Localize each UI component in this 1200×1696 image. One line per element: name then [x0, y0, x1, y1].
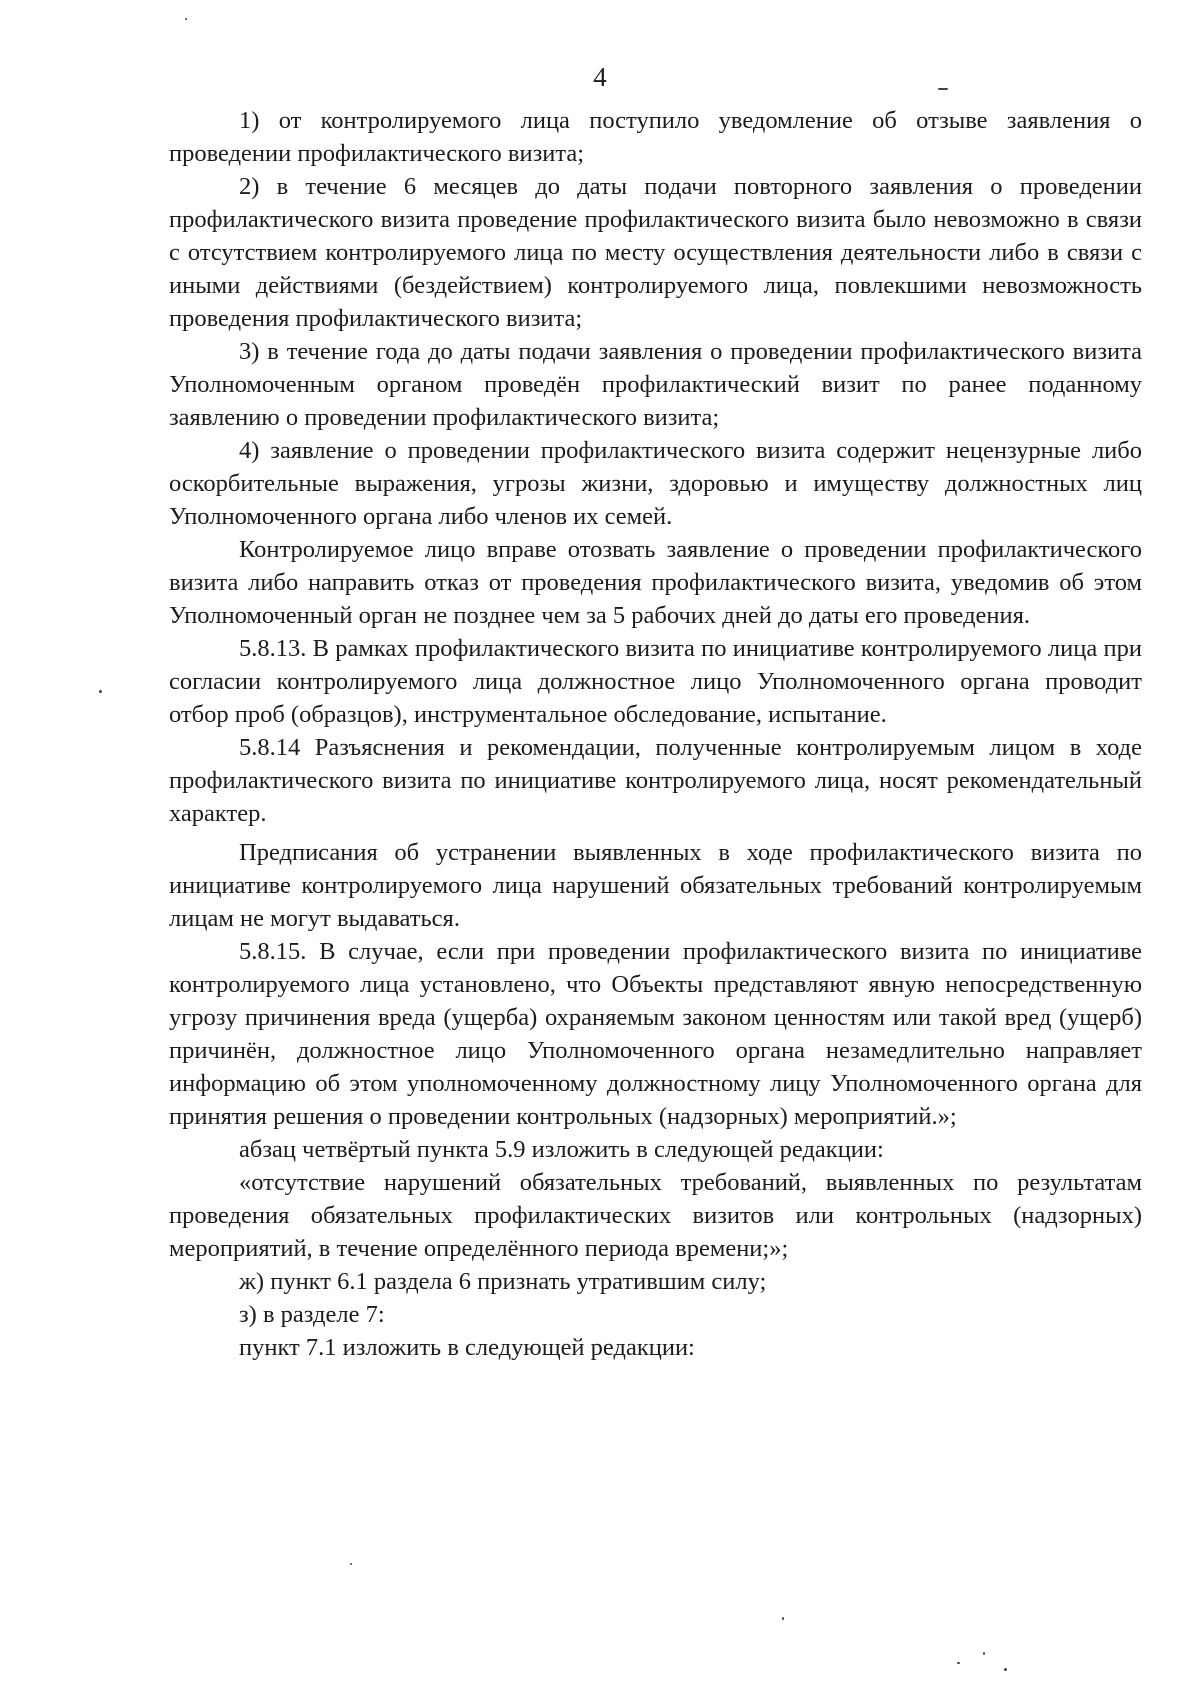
scan-speck — [99, 690, 102, 693]
paragraph-prescriptions: Предписания об устранении выявленных в ходе профилактического визита по инициативе контролируемого лица нарушений обязательных требований контролируемым лицам не могут выдаваться. — [169, 839, 1142, 932]
scan-speck — [185, 18, 187, 20]
paragraph-7-1: пункт 7.1 изложить в следующей редакции: — [239, 1334, 695, 1361]
paragraph-withdrawal: Контролируемое лицо вправе отозвать заявление о проведении профилактического визита либо направить отказ от проведения профилактического визита, уведомив об этом Уполномоченный орган не позднее чем за 5 рабочих дней до даты его проведения. — [169, 536, 1142, 629]
paragraph-item-1: 1) от контролируемого лица поступило уведомление об отзыве заявления о проведении профилактического визита; — [169, 107, 1142, 167]
paragraph-5-8-14: 5.8.14 Разъяснения и рекомендации, полученные контролируемым лицом в ходе профилактического визита по инициативе контролируемого лица, носят рекомендательный характер. — [169, 734, 1142, 827]
paragraph-item-3: 3) в течение года до даты подачи заявления о проведении профилактического визита Уполномоченным органом проведён профилактический визит по ранее поданному заявлению о проведении профилактического визита; — [169, 338, 1142, 431]
paragraph-5-9-intro: абзац четвёртый пункта 5.9 изложить в следующей редакции: — [239, 1136, 884, 1163]
paragraph-5-8-15: 5.8.15. В случае, если при проведении профилактического визита по инициативе контролируемого лица установлено, что Объекты представляют явную непосредственную угрозу причинения вреда (ущерба) охраняемым законом ценностям или такой вред (ущерб) причинён, должностное лицо Уполномоченного органа незамедлительно направляет информацию об этом уполномоченному должностному лицу Уполномоченного органа для принятия решения о проведении контрольных (надзорных) мероприятий.»; — [169, 938, 1142, 1130]
scan-speck — [938, 88, 948, 90]
document-body — [169, 104, 1142, 1364]
paragraph-item-2: 2) в течение 6 месяцев до даты подачи повторного заявления о проведении профилактического визита проведение профилактического визита было невозможно в связи с отсутствием контролируемого лица по месту осуществления деятельности либо в связи с иными действиями (бездействием) контролируемого лица, повлекшими невозможность проведения профилактического визита; — [169, 173, 1142, 332]
scan-speck — [983, 1652, 985, 1655]
paragraph-zh: ж) пункт 6.1 раздела 6 признать утратившим силу; — [239, 1268, 767, 1295]
scan-speck — [957, 1662, 960, 1664]
paragraph-item-4: 4) заявление о проведении профилактического визита содержит нецензурные либо оскорбительные выражения, угрозы жизни, здоровью и имуществу должностных лиц Уполномоченного органа либо членов их семей. — [169, 437, 1142, 530]
paragraph-5-8-13: 5.8.13. В рамках профилактического визита по инициативе контролируемого лица при согласии контролируемого лица должностное лицо Уполномоченного органа проводит отбор проб (образцов), инструментальное обследование, испытание. — [169, 635, 1142, 728]
page-number: 4 — [593, 62, 607, 92]
paragraph-z: з) в разделе 7: — [239, 1301, 385, 1328]
scan-speck — [782, 1617, 784, 1620]
paragraph-5-9-quote: «отсутствие нарушений обязательных требований, выявленных по результатам проведения обязательных профилактических визитов или контрольных (надзорных) мероприятий, в течение определённого периода времени;»; — [169, 1169, 1142, 1262]
scan-speck — [1004, 1668, 1007, 1671]
scan-speck — [350, 1563, 352, 1565]
